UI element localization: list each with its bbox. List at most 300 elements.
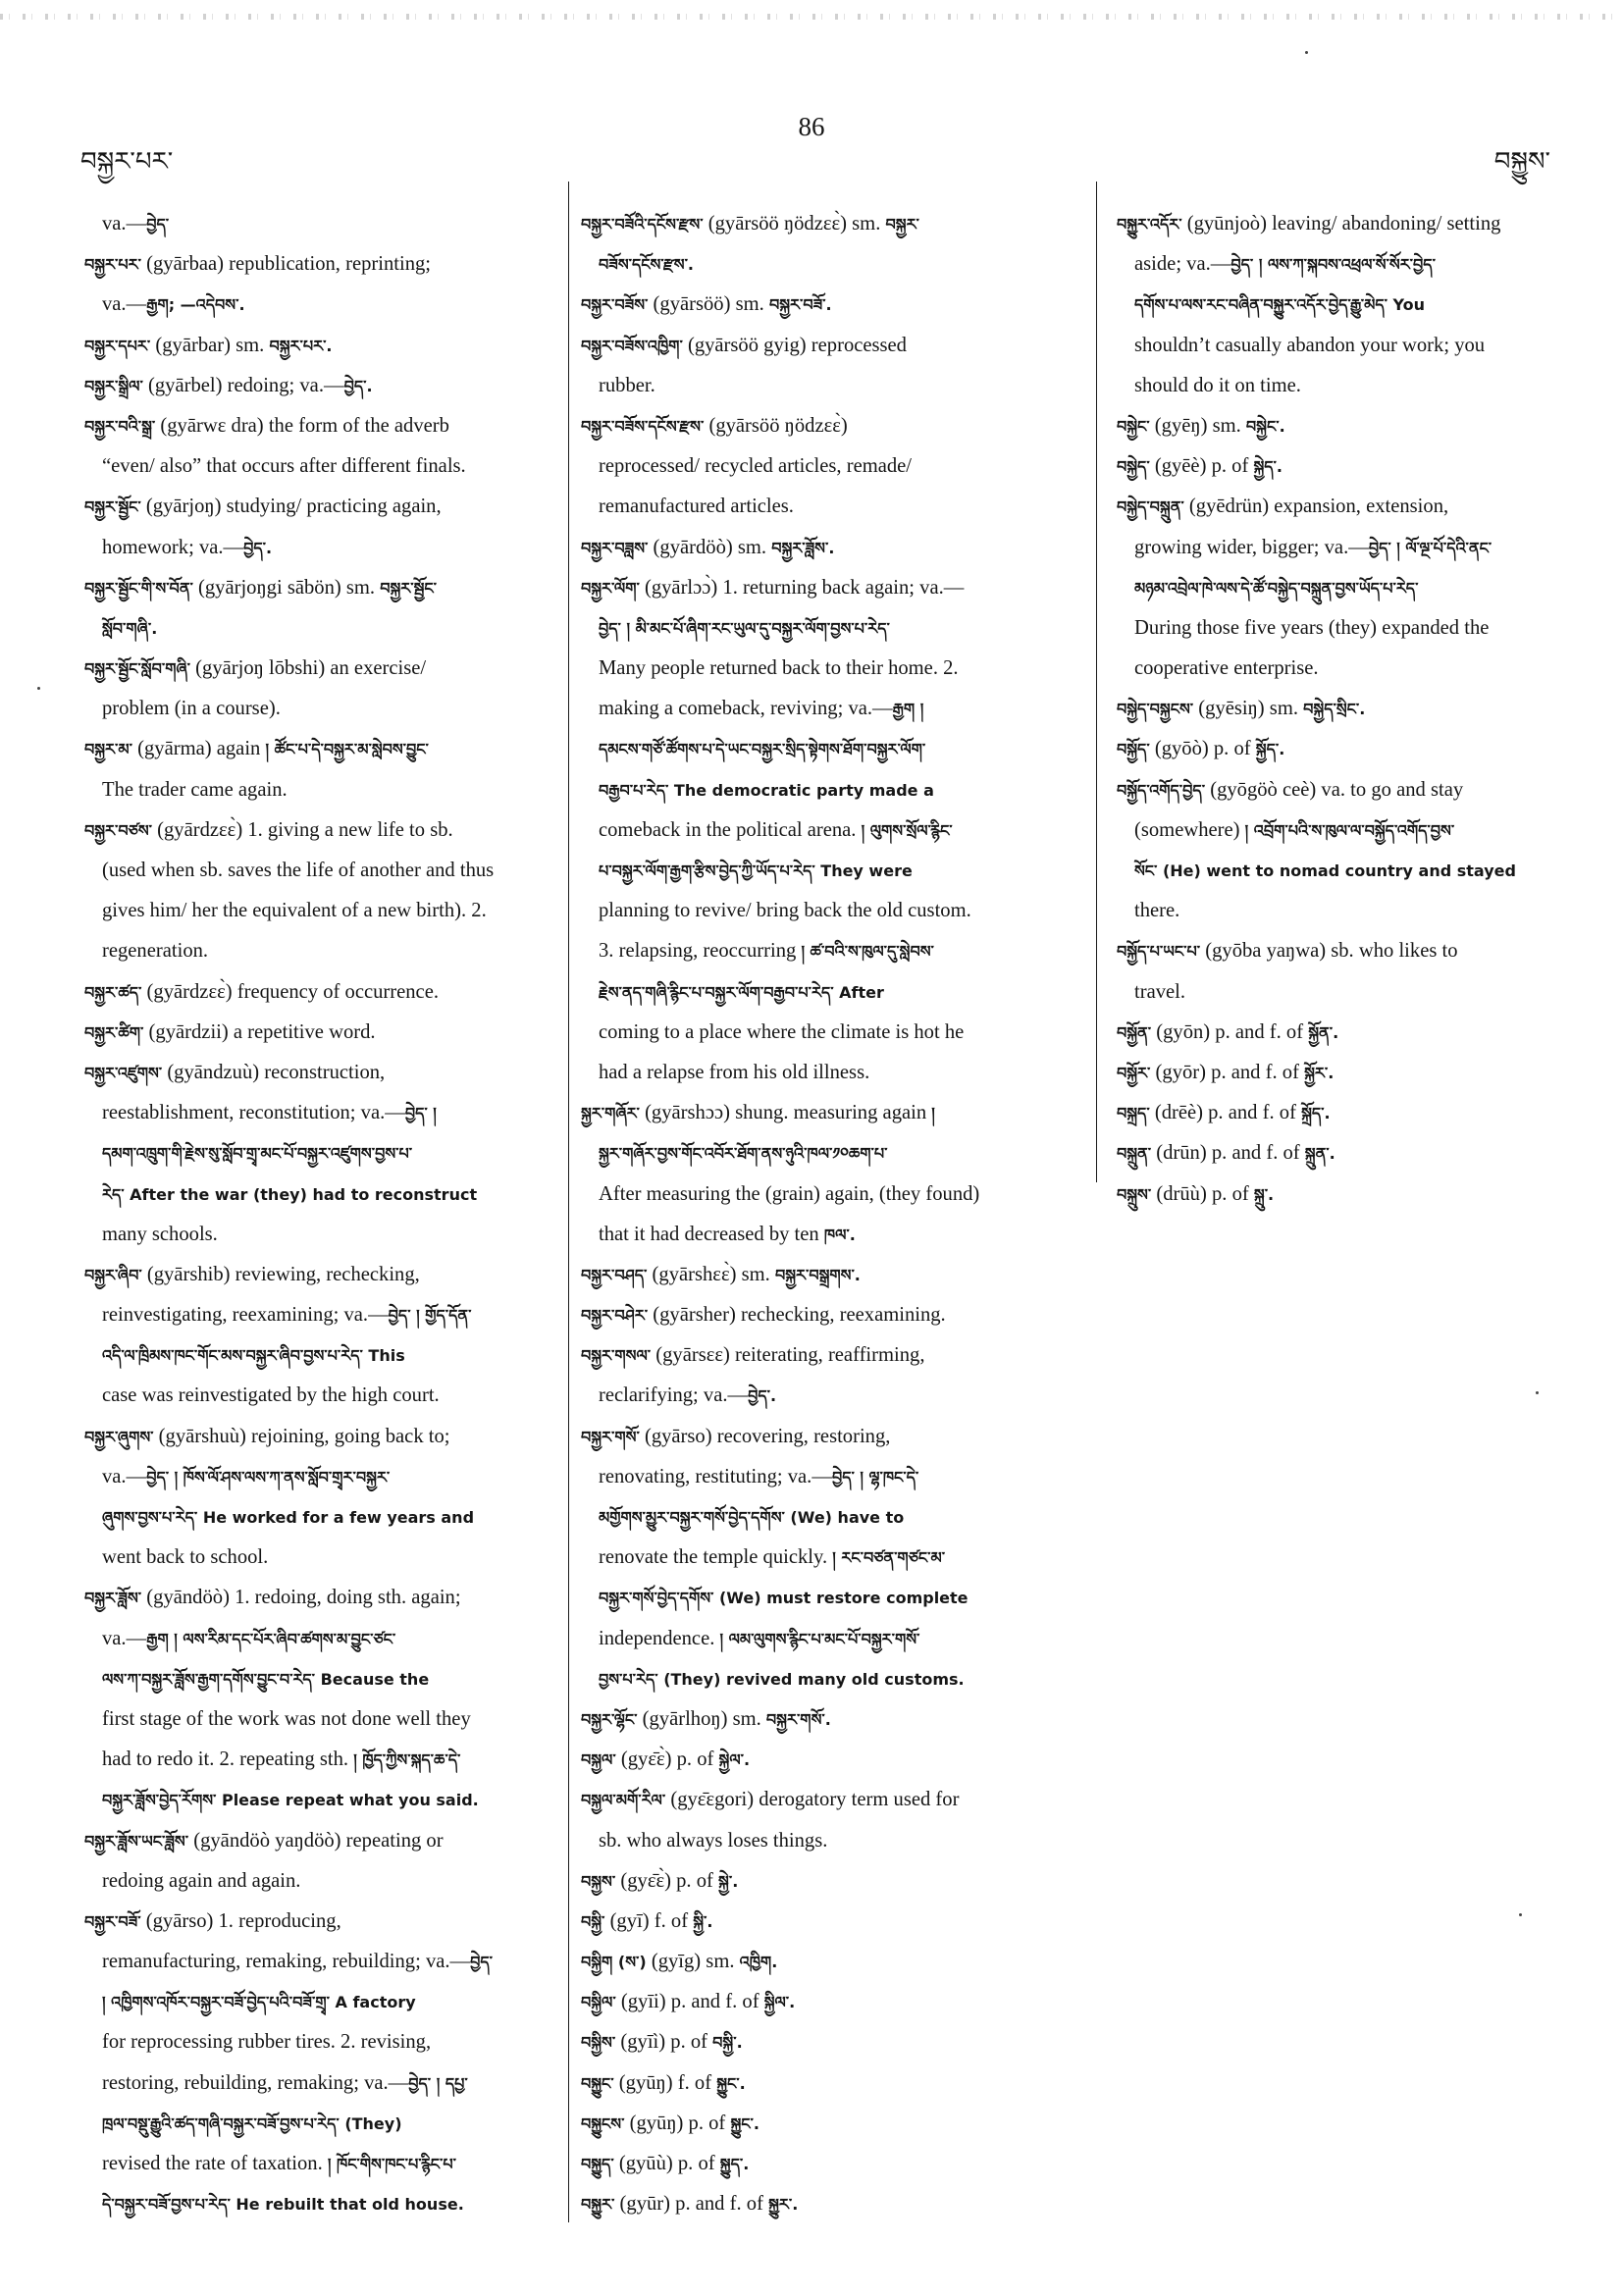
- entry-text: (gyārshuù) rejoining, going back to;: [153, 1425, 450, 1447]
- entry-continuation-line: [84, 1740, 553, 1780]
- entry-text: (gyārbar) sm.: [150, 334, 270, 356]
- entry-text: (gyārso) recovering, restoring,: [639, 1425, 891, 1447]
- entry-continuation-line: [84, 1133, 553, 1174]
- entry-text: homework; va.—: [102, 536, 244, 558]
- tibetan-text: ། རང་བཙན་གཙང་མ་: [832, 1548, 946, 1568]
- tibetan-text: སྐྱིལ་.: [763, 1993, 796, 2012]
- entry-continuation-line: [84, 1215, 553, 1255]
- entry-continuation-line: [84, 1780, 553, 1820]
- tibetan-headword: བསྐྱལ་: [581, 1750, 616, 1770]
- tibetan-headword: བསྐྱར་བའི་སྒྲ་: [84, 416, 156, 436]
- entry-text: problem (in a course).: [102, 698, 281, 720]
- tibetan-headword: བསྐྲུས་: [1117, 1184, 1152, 1204]
- entry-headword-line: [1117, 406, 1558, 446]
- entry-continuation-line: [581, 446, 1091, 487]
- entry-text: (gyārlɔɔ̀) 1. returning back again; va.—: [639, 576, 965, 599]
- tibetan-text: བྱེད་ ། གྱོད་དོན་: [388, 1306, 472, 1326]
- tibetan-text: སྐྱོན་.: [1308, 1022, 1339, 1042]
- entry-headword-line: [1117, 446, 1558, 487]
- entry-continuation-line: [1117, 972, 1558, 1013]
- entry-headword-line: [84, 487, 553, 527]
- entry-continuation-line: [1117, 326, 1558, 366]
- entry-text: (gyārwɛ dra) the form of the adverb: [155, 414, 449, 437]
- entry-text: case was reinvestigated by the high court.: [102, 1384, 440, 1407]
- tibetan-text: དམག་འཁྲུག་གི་རྗེས་སུ་སློབ་གྲྭ་མང་པོ་བསྐྱར་འཛུགས་བྱས་པ་: [102, 1144, 413, 1164]
- entry-text: (gyūŋ) f. of: [613, 2071, 717, 2094]
- entry-headword-line: [84, 406, 553, 446]
- entry-text: (gyārsöö ŋödzɛɛ̀) sm.: [703, 213, 886, 235]
- scan-speck: [1519, 1913, 1522, 1916]
- entry-text: (drūn) p. and f. of: [1151, 1142, 1305, 1165]
- entry-continuation-line: [581, 891, 1091, 931]
- entry-text: (used when sb. saves the life of another and thus: [102, 860, 495, 881]
- entry-text: reestablishment, reconstitution; va.—: [102, 1102, 405, 1124]
- tibetan-headword: བསྐྱར་ཞིབ་: [84, 1265, 142, 1284]
- entry-continuation-line: [84, 689, 553, 729]
- tibetan-headword: བསྐྱར་བཟོས་འཁྱིག་: [581, 336, 683, 355]
- entry-text: The trader came again.: [102, 778, 288, 801]
- entry-continuation-line: [581, 689, 1091, 729]
- tibetan-text: བསྐྱར་གསོ་.: [765, 1709, 831, 1729]
- entry-text: (gyārjoŋ) studying/ practicing again,: [140, 496, 442, 518]
- page-number: 86: [798, 112, 825, 141]
- entry-text: redoing again and again.: [102, 1869, 301, 1892]
- column-rule: [1096, 182, 1097, 1182]
- entry-text: planning to revive/ bring back the old custom.: [599, 900, 971, 922]
- entry-continuation-line: [581, 1376, 1091, 1416]
- tibetan-text: རྒྱག; —འདེབས་.: [146, 295, 245, 315]
- tibetan-headword: བསྐྱར་དཔར་: [84, 336, 151, 355]
- entry-text: (gyɛ̄ɛ̀) p. of: [615, 1869, 719, 1892]
- tibetan-text: པ་བསྐྱར་ལོག་རྒྱག་རྩིས་བྱེད་ཀྱི་ཡོད་པ་རེད་ They were: [599, 861, 913, 880]
- tibetan-text: བཟོས་དངོས་རྫས་.: [599, 255, 695, 275]
- entry-text: (gyārso) 1. reproducing,: [140, 1909, 341, 1932]
- entry-headword-line: [84, 1578, 553, 1618]
- entry-text: comeback in the political arena.: [599, 818, 862, 841]
- entry-continuation-line: [581, 487, 1091, 527]
- entry-text: (somewhere): [1134, 818, 1245, 841]
- tibetan-text: རྗེས་ནད་གཞི་རྙིང་པ་བསྐྱར་ལོག་བརྒྱབ་པ་རེད་ After: [599, 982, 884, 1002]
- entry-text: gives him/ her the equivalent of a new birth). 2.: [102, 900, 487, 922]
- entry-headword-line: [84, 1821, 553, 1861]
- tibetan-text: སོང་ (He) went to nomad country and stayed: [1134, 861, 1516, 880]
- entry-text: for reprocessing rubber tires. 2. revising,: [102, 2031, 432, 2054]
- entry-continuation-line: [84, 528, 553, 568]
- tibetan-text: བསྐྱར་: [885, 215, 919, 234]
- tibetan-text: དགོས་པ་ལས་རང་བཞིན་བསྐྱུར་འདོར་བྱེད་རྒྱུ་མེད་ You: [1134, 295, 1426, 315]
- tibetan-text: བྱེད་.: [748, 1386, 777, 1406]
- dictionary-column-3: [1117, 204, 1558, 1215]
- entry-continuation-line: [581, 1457, 1091, 1497]
- entry-continuation-line: [84, 204, 553, 244]
- entry-continuation-line: [84, 891, 553, 931]
- tibetan-headword: བསྐྱར་པར་: [84, 255, 141, 275]
- entry-headword-line: [1117, 770, 1558, 810]
- entry-text: reclarifying; va.—: [599, 1384, 749, 1407]
- entry-headword-line: [84, 1902, 553, 1942]
- entry-text: (gyɛ̄ɛ̀) p. of: [615, 1748, 719, 1771]
- entry-text: 3. relapsing, reoccurring: [599, 940, 802, 963]
- entry-continuation-line: [1117, 366, 1558, 406]
- tibetan-text: བྱེད་ ། མི་མང་པོ་ཞིག་རང་ཡུལ་དུ་བསྐྱར་ལོག་བྱས་པ་རེད་: [599, 618, 890, 638]
- entry-text: shouldn’t casually abandon your work; you: [1134, 334, 1486, 356]
- entry-continuation-line: [581, 366, 1091, 406]
- tibetan-headword: བསྐྱལ་མགོ་རིལ་: [581, 1791, 666, 1810]
- entry-text: sb. who always loses things.: [599, 1829, 828, 1852]
- entry-text: (gyārsöö gyig) reprocessed: [682, 334, 907, 356]
- tibetan-headword: བསྐྱར་གསོ་: [581, 1427, 640, 1446]
- entry-headword-line: [581, 1740, 1091, 1780]
- tibetan-text: སྐྱེ་.: [718, 1871, 739, 1891]
- tibetan-headword: བསྐྲད་: [1117, 1104, 1150, 1123]
- tibetan-text: ། ཚ་བའི་ས་ཁུལ་དུ་སླེབས་: [801, 942, 934, 962]
- dictionary-column-2: [581, 204, 1091, 2224]
- tibetan-text: ། ལུགས་སྲོལ་རྙིང་: [861, 820, 953, 840]
- entry-headword-line: [581, 1417, 1091, 1457]
- entry-text: rubber.: [599, 374, 655, 396]
- entry-text: (gyēdrün) expansion, extension,: [1183, 496, 1449, 518]
- entry-headword-line: [581, 1255, 1091, 1295]
- entry-headword-line: [581, 285, 1091, 325]
- entry-text: (gyēŋ) sm.: [1149, 414, 1246, 437]
- tibetan-text: རྒྱག །: [892, 700, 924, 719]
- entry-continuation-line: [581, 1659, 1091, 1699]
- entry-continuation-line: [84, 2063, 553, 2104]
- entry-text: Many people returned back to their home. 2.: [599, 657, 959, 680]
- entry-text: During those five years (they) expanded the: [1134, 616, 1490, 639]
- tibetan-text: མཉམ་འབྲེལ་ཁེ་ལས་དེ་ཚོ་བསྐྱེད་བསྐྲུན་བྱས་ཡོད་པ་རེད་: [1134, 578, 1419, 598]
- entry-text: (gyīi) p. and f. of: [615, 1991, 764, 2013]
- entry-text: va.—: [102, 1465, 147, 1487]
- entry-continuation-line: [84, 770, 553, 810]
- tibetan-headword: བསྐྱོན་: [1117, 1022, 1152, 1042]
- entry-continuation-line: [581, 729, 1091, 769]
- tibetan-text: སྐྱོད་.: [1255, 740, 1285, 759]
- scan-speck: [1536, 1391, 1539, 1394]
- entry-text: there.: [1134, 900, 1180, 922]
- entry-text: (gyārsɛɛ) reiterating, reaffirming,: [651, 1344, 925, 1367]
- entry-continuation-line: [1117, 568, 1558, 608]
- tibetan-headword: བསྐྱེང་: [1117, 416, 1150, 436]
- entry-continuation-line: [84, 851, 553, 891]
- entry-continuation-line: [581, 1619, 1091, 1659]
- entry-text: (gyāndzuù) reconstruction,: [162, 1061, 386, 1083]
- entry-continuation-line: [84, 1376, 553, 1416]
- entry-continuation-line: [84, 931, 553, 971]
- entry-text: After measuring the (grain) again, (they found): [599, 1182, 980, 1205]
- tibetan-headword: བསྐྱར་ཚིག་: [84, 1022, 144, 1042]
- entry-text: (gyōn) p. and f. of: [1151, 1020, 1309, 1043]
- entry-continuation-line: [581, 1497, 1091, 1538]
- entry-continuation-line: [581, 1174, 1091, 1215]
- entry-text: (gyōgöò ceè) va. to go and stay: [1205, 778, 1464, 801]
- tibetan-text: བྱེད་.: [243, 538, 273, 557]
- tibetan-headword: བསྐྱར་ཟློས་: [84, 1589, 142, 1608]
- tibetan-headword: བསྐྱར་བཙས་: [84, 820, 152, 840]
- entry-headword-line: [84, 1255, 553, 1295]
- entry-continuation-line: [581, 1538, 1091, 1578]
- tibetan-text: མགྱོགས་མྱུར་བསྐྱར་གསོ་བྱེད་དགོས་ (We) have to: [599, 1508, 905, 1527]
- entry-continuation-line: [1117, 891, 1558, 931]
- entry-headword-line: [581, 1780, 1091, 1820]
- column-rule: [568, 182, 569, 2222]
- tibetan-text: རེད་ After the war (they) had to reconstruct: [102, 1184, 478, 1204]
- tibetan-headword: བསྐྱར་བཤེར་: [581, 1306, 649, 1326]
- entry-continuation-line: [1117, 285, 1558, 325]
- tibetan-text: རྒྱག ། ལས་རིམ་དང་པོར་ཞིབ་ཚགས་མ་བྱུང་ཙང་: [146, 1629, 396, 1648]
- entry-continuation-line: [581, 972, 1091, 1013]
- tibetan-text: ། ལམ་ལུགས་རྙིང་པ་མང་པོ་བསྐྱར་གསོ་: [719, 1629, 920, 1648]
- entry-headword-line: [84, 326, 553, 366]
- entry-continuation-line: [84, 1295, 553, 1335]
- tibetan-text: ཁྲལ་བསྡུ་རྒྱུའི་ཚད་གཞི་བསྐྱར་བཟོ་བྱས་པ་རེད་ (They): [102, 2113, 402, 2133]
- tibetan-text: སྐྱེལ་.: [718, 1750, 751, 1770]
- tibetan-headword: བསྐྱུར་འདོར་: [1117, 215, 1182, 234]
- entry-headword-line: [581, 2104, 1091, 2144]
- entry-continuation-line: [1117, 608, 1558, 649]
- tibetan-headword: སྐྱར་གཞོར་: [581, 1104, 640, 1123]
- entry-text: (gyūnjoò) leaving/ abandoning/ setting: [1181, 213, 1501, 235]
- entry-text: va.—: [102, 213, 147, 235]
- entry-headword-line: [581, 1295, 1091, 1335]
- tibetan-headword: བསྐྱར་བཟོས་: [581, 295, 649, 315]
- tibetan-headword: བསྐྱར་ལྷོང་: [581, 1709, 638, 1729]
- entry-headword-line: [84, 568, 553, 608]
- entry-text: (gyārsöö) sm.: [648, 293, 769, 316]
- entry-headword-line: [84, 649, 553, 689]
- entry-text: va.—: [102, 1627, 147, 1649]
- entry-continuation-line: [581, 649, 1091, 689]
- tibetan-headword: བསྐྱེད་: [1117, 457, 1150, 477]
- entry-headword-line: [581, 326, 1091, 366]
- entry-text: (gyīg) sm.: [646, 1951, 740, 1973]
- entry-continuation-line: [84, 285, 553, 325]
- entry-continuation-line: [581, 851, 1091, 891]
- entry-continuation-line: [84, 1942, 553, 1982]
- entry-headword-line: [1117, 1093, 1558, 1133]
- tibetan-headword: བསྐྱོད་: [1117, 740, 1150, 759]
- entry-continuation-line: [581, 1013, 1091, 1053]
- entry-continuation-line: [84, 1659, 553, 1699]
- tibetan-text: ། འབྲོག་པའི་ས་ཁུལ་ལ་བསྐྱོད་འགོད་བྱས་: [1244, 820, 1455, 840]
- entry-headword-line: [84, 1013, 553, 1053]
- entry-continuation-line: [581, 1133, 1091, 1174]
- entry-continuation-line: [84, 1497, 553, 1538]
- entry-text: travel.: [1134, 980, 1186, 1003]
- entry-headword-line: [1117, 1133, 1558, 1174]
- entry-continuation-line: [84, 1335, 553, 1376]
- tibetan-text: སྐྱི་.: [693, 1911, 713, 1931]
- tibetan-headword: བསྐྱར་བཤད་: [581, 1265, 648, 1284]
- tibetan-text: བསྐྱི་.: [712, 2033, 743, 2053]
- tibetan-headword: བསྐྱུངས་: [581, 2113, 625, 2133]
- tibetan-headword: བསྐྱར་བཟླས་: [581, 538, 649, 557]
- entry-headword-line: [1117, 689, 1558, 729]
- entry-headword-line: [581, 568, 1091, 608]
- scan-speck: [1305, 51, 1308, 54]
- entry-headword-line: [84, 244, 553, 285]
- tibetan-text: བརྒྱབ་པ་རེད་ The democratic party made a: [599, 780, 934, 800]
- entry-headword-line: [581, 1902, 1091, 1942]
- entry-continuation-line: [581, 608, 1091, 649]
- entry-text: (gyārshɛɛ̀) sm.: [647, 1263, 775, 1285]
- entry-text: had to redo it. 2. repeating sth.: [102, 1748, 354, 1771]
- tibetan-text: ཞུགས་བྱས་པ་རེད་ He worked for a few years and: [102, 1508, 475, 1527]
- tibetan-text: བྱེད་ ། ཁོས་ལོ་ཤས་ལས་ཀ་ནས་སློབ་གྲྭར་བསྐྱར་: [146, 1467, 391, 1487]
- entry-headword-line: [84, 810, 553, 851]
- tibetan-text: །: [931, 1104, 935, 1123]
- entry-headword-line: [581, 204, 1091, 244]
- entry-continuation-line: [84, 446, 553, 487]
- entry-continuation-line: [581, 810, 1091, 851]
- entry-text: (gyārdöò) sm.: [648, 536, 772, 558]
- entry-continuation-line: [581, 244, 1091, 285]
- entry-headword-line: [84, 366, 553, 406]
- entry-text: (gyīì) p. of: [615, 2031, 713, 2054]
- entry-text: (gyārsher) rechecking, reexamining.: [648, 1304, 946, 1327]
- entry-continuation-line: [84, 1699, 553, 1740]
- tibetan-headword: བསྐྱར་སྦྱོང་སློབ་གཞི་: [84, 659, 191, 679]
- entry-continuation-line: [581, 1821, 1091, 1861]
- entry-text: (gyɛ̄ɛgori) derogatory term used for: [665, 1789, 960, 1811]
- entry-text: (drēè) p. and f. of: [1149, 1102, 1302, 1124]
- entry-text: (gyōr) p. and f. of: [1150, 1061, 1305, 1083]
- entry-text: (gyāndöò) 1. redoing, doing sth. again;: [141, 1587, 461, 1609]
- tibetan-text: སྐྱུང་.: [716, 2073, 746, 2093]
- entry-headword-line: [581, 1335, 1091, 1376]
- entry-continuation-line: [84, 1619, 553, 1659]
- entry-text: remanufacturing, remaking, rebuilding; va.—: [102, 1951, 471, 1973]
- tibetan-text: བྱེད་ ། དཔྱ་: [408, 2073, 468, 2093]
- entry-text: aside; va.—: [1134, 253, 1231, 276]
- tibetan-text: སྐྲུ་.: [1253, 1184, 1275, 1204]
- tibetan-headword: བསྐྱིས་: [581, 2033, 616, 2053]
- entry-continuation-line: [1117, 810, 1558, 851]
- entry-text: regeneration.: [102, 940, 209, 963]
- tibetan-text: སློབ་གཞི་.: [102, 618, 158, 638]
- tibetan-text: སྐྱེད་.: [1253, 457, 1283, 477]
- entry-text: renovate the temple quickly.: [599, 1546, 833, 1569]
- tibetan-headword: བསྐྱིག (ས་): [581, 1953, 647, 1972]
- tibetan-text: བསྐྱར་བསྒྲགས་.: [774, 1265, 861, 1284]
- tibetan-text: ། ཁོང་གིས་ཁང་པ་རྙིང་པ་: [327, 2155, 456, 2173]
- tibetan-headword: བསྐྱོད་འགོད་བྱེད་: [1117, 780, 1206, 800]
- tibetan-text: ཁལ་.: [823, 1225, 856, 1244]
- tibetan-text: བསྐྱེང་.: [1245, 416, 1285, 436]
- entry-headword-line: [581, 2144, 1091, 2184]
- entry-headword-line: [1117, 204, 1558, 244]
- tibetan-headword: བསྐྱར་སྦྱོང་གི་ས་བོན་: [84, 578, 193, 598]
- entry-text: growing wider, bigger; va.—: [1134, 536, 1369, 558]
- entry-text: (gyārsöö ŋödzɛɛ̀): [704, 414, 848, 437]
- tibetan-text: དམངས་གཙོ་ཚོགས་པ་དེ་ཡང་བསྐྱར་སྲིད་སྟེགས་ཐོག་བསྐྱར་ལོག་: [599, 740, 926, 759]
- entry-continuation-line: [581, 1053, 1091, 1093]
- dictionary-column-1: [84, 204, 553, 2224]
- running-head-right: བསྐྱུས་: [1493, 147, 1550, 177]
- entry-continuation-line: [1117, 851, 1558, 891]
- tibetan-headword: བསྐྱར་མ་: [84, 740, 132, 759]
- entry-text: (gyēsiŋ) sm.: [1193, 698, 1304, 720]
- entry-text: should do it on time.: [1134, 374, 1301, 396]
- tibetan-headword: བསྐྱེད་བསྐྲུན་: [1117, 497, 1184, 517]
- tibetan-text: ལས་ཀ་བསྐྱར་ཟློས་རྒྱག་དགོས་བྱུང་བ་རེད་ Because the: [102, 1669, 430, 1689]
- entry-headword-line: [84, 972, 553, 1013]
- entry-continuation-line: [581, 770, 1091, 810]
- entry-text: cooperative enterprise.: [1134, 657, 1319, 680]
- entry-continuation-line: [84, 1174, 553, 1215]
- entry-text: (gyārshib) reviewing, rechecking,: [141, 1263, 420, 1285]
- tibetan-headword: བསྐྱར་བཟོས་དངོས་རྫས་: [581, 416, 705, 436]
- tibetan-text: སྐྲོད་.: [1301, 1104, 1331, 1123]
- entry-text: (gyārshɔɔ) shung. measuring again: [639, 1102, 932, 1124]
- entry-text: (gyārdzii) a repetitive word.: [143, 1020, 376, 1043]
- tibetan-text: བསྐྱེད་སྲིང་.: [1303, 700, 1366, 719]
- entry-text: (gyūr) p. and f. of: [614, 2193, 769, 2216]
- tibetan-text: སྐྱར་གཞོར་བྱས་གོང་འབོར་ཐོག་ནས་ཉུའི་ཁལ་༡༠ཆག་པ་: [599, 1144, 888, 1164]
- tibetan-text: འཁྱིག.: [739, 1953, 778, 1972]
- entry-headword-line: [581, 528, 1091, 568]
- tibetan-headword: བསྐྱོད་པ་ཡང་པ་: [1117, 942, 1201, 962]
- entry-continuation-line: [1117, 528, 1558, 568]
- tibetan-headword: བསྐྱུར་: [581, 2195, 615, 2215]
- entry-text: va.—: [102, 293, 147, 316]
- entry-headword-line: [1117, 1174, 1558, 1215]
- tibetan-headword: བསྐྱུད་: [581, 2155, 614, 2173]
- tibetan-headword: བསྐྱར་ཞུགས་: [84, 1427, 154, 1446]
- tibetan-headword: བསྐྱར་གསལ་: [581, 1346, 652, 1366]
- entry-text: “even/ also” that occurs after different finals.: [102, 455, 466, 478]
- entry-continuation-line: [84, 1861, 553, 1902]
- entry-text: (gyārlhoŋ) sm.: [637, 1707, 766, 1730]
- entry-text: (gyāndöò yaŋdöò) repeating or: [188, 1829, 444, 1852]
- entry-text: coming to a place where the climate is hot he: [599, 1020, 965, 1043]
- entry-continuation-line: [84, 2022, 553, 2062]
- tibetan-text: བྱེད་: [470, 1953, 494, 1972]
- entry-headword-line: [1117, 931, 1558, 971]
- tibetan-text: སྐྱུད་.: [719, 2155, 750, 2173]
- tibetan-headword: བསྐྱི་: [581, 1911, 605, 1931]
- entry-text: reprocessed/ recycled articles, remade/: [599, 455, 913, 478]
- entry-headword-line: [1117, 487, 1558, 527]
- tibetan-text: བསྐྱར་པར་.: [269, 336, 333, 355]
- tibetan-text: བྱེད་ ། ལྷ་ཁང་དེ་: [831, 1467, 919, 1487]
- tibetan-headword: བསྐྱར་ཚད་: [84, 982, 142, 1002]
- entry-headword-line: [581, 2063, 1091, 2104]
- entry-headword-line: [581, 1942, 1091, 1982]
- tibetan-headword: བསྐྱས་: [581, 1871, 616, 1891]
- entry-text: (gyūŋ) p. of: [624, 2112, 731, 2134]
- entry-continuation-line: [581, 931, 1091, 971]
- entry-headword-line: [84, 1417, 553, 1457]
- entry-continuation-line: [84, 1457, 553, 1497]
- tibetan-headword: བསྐྱར་བཟོ་: [84, 1911, 141, 1931]
- entry-text: (gyārdzɛɛ̀) 1. giving a new life to sb.: [151, 818, 453, 841]
- entry-text: independence.: [599, 1627, 720, 1649]
- entry-continuation-line: [1117, 244, 1558, 285]
- entry-text: (gyārbel) redoing; va.—: [142, 374, 344, 396]
- entry-headword-line: [1117, 1013, 1558, 1053]
- entry-text: many schools.: [102, 1223, 218, 1245]
- entry-text: reinvestigating, reexamining; va.—: [102, 1304, 389, 1327]
- entry-continuation-line: [84, 2144, 553, 2184]
- entry-continuation-line: [84, 1093, 553, 1133]
- entry-text: (gyūù) p. of: [613, 2153, 720, 2174]
- scan-speck: [37, 687, 40, 690]
- entry-headword-line: [581, 406, 1091, 446]
- entry-headword-line: [84, 1053, 553, 1093]
- tibetan-text: སྐྱུར་.: [768, 2195, 799, 2215]
- tibetan-headword: བསྐྱར་བཟོའི་དངོས་རྫས་: [581, 215, 704, 234]
